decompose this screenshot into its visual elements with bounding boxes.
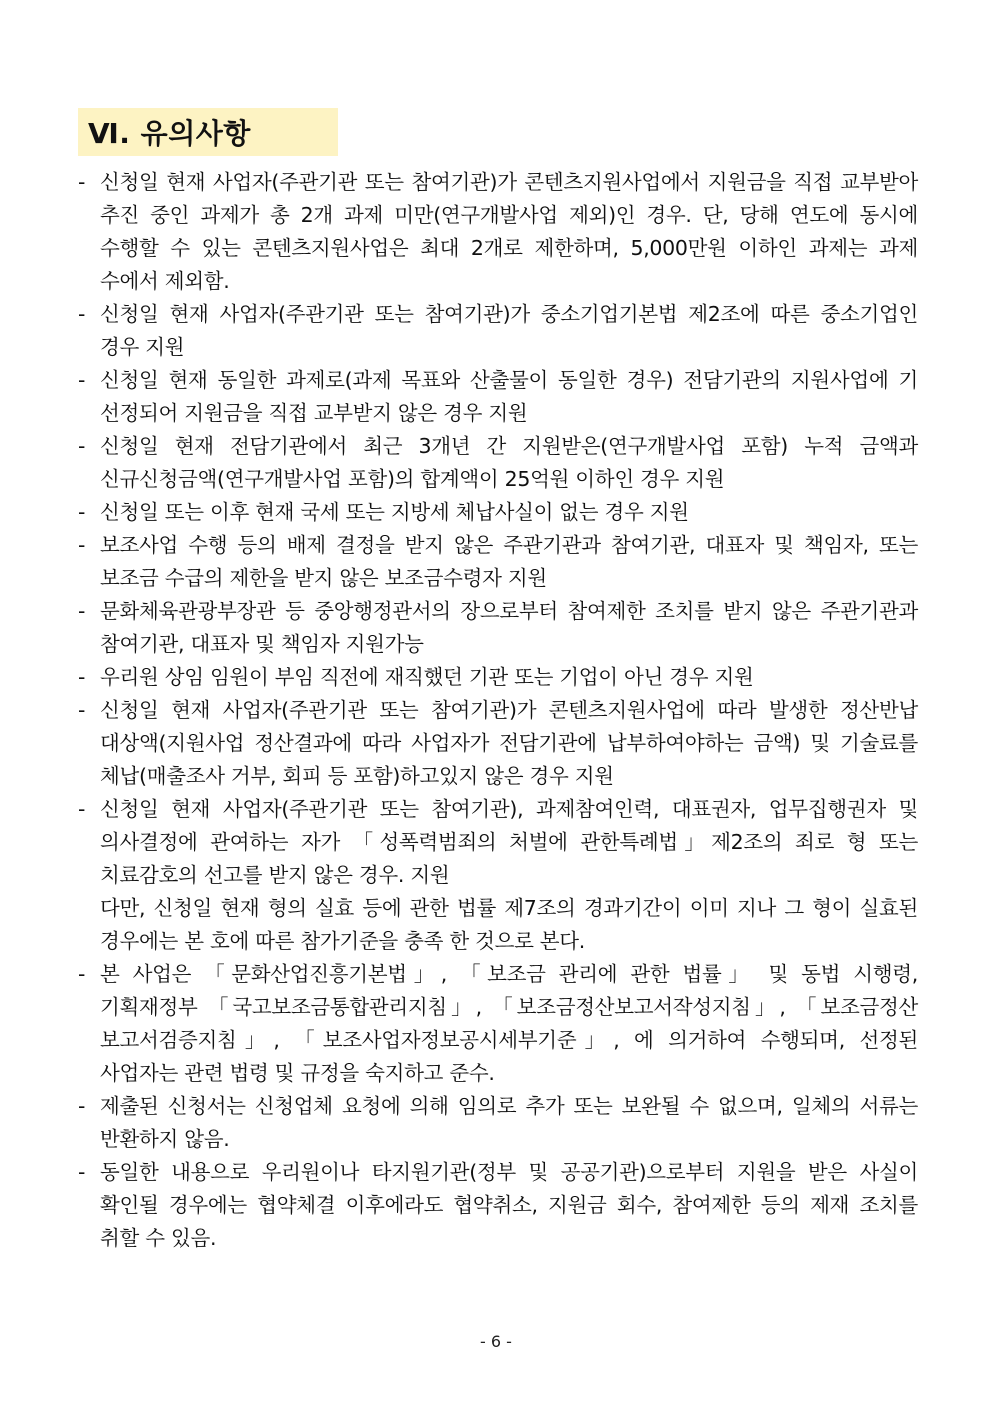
list-item — [78, 661, 918, 694]
bullet-dash: - — [78, 302, 86, 326]
list-item — [78, 595, 918, 661]
item-text: 우리원 상임 임원이 부임 직전에 재직했던 기관 또는 기업이 아닌 경우 지원 — [100, 665, 754, 689]
list-item — [78, 298, 918, 364]
list-item — [78, 166, 918, 298]
item-text: 신청일 현재 동일한 과제로(과제 목표와 산출물이 동일한 경우) 전담기관의 지원사업에 기 선정되어 지원금을 직접 교부받지 않은 경우 지원 — [100, 368, 918, 425]
bullet-dash: - — [78, 599, 86, 623]
bullet-dash: - — [78, 698, 86, 722]
item-text: 신청일 현재 전담기관에서 최근 3개년 간 지원받은(연구개발사업 포함) 누적 금액과 신규신청금액(연구개발사업 포함)의 합계액이 25억원 이하인 경우 지원 — [100, 434, 918, 491]
item-text: 문화체육관광부장관 등 중앙행정관서의 장으로부터 참여제한 조치를 받지 않은 주관기관과 참여기관, 대표자 및 책임자 지원가능 — [100, 599, 918, 656]
bullet-dash: - — [78, 170, 86, 194]
bullet-dash: - — [78, 1160, 86, 1184]
item-text: 신청일 또는 이후 현재 국세 또는 지방세 체납사실이 없는 경우 지원 — [100, 500, 689, 524]
list-item — [78, 694, 918, 793]
bullet-dash: - — [78, 665, 86, 689]
list-item — [78, 1156, 918, 1255]
bullet-dash: - — [78, 533, 86, 557]
list-item — [78, 958, 918, 1090]
bullet-dash: - — [78, 1094, 86, 1118]
section-title: Ⅵ. 유의사항 — [78, 108, 338, 156]
list-item — [78, 529, 918, 595]
item-text: 신청일 현재 사업자(주관기관 또는 참여기관)가 콘텐츠지원사업에 따라 발생한 정산반납 대상액(지원사업 정산결과에 따라 사업자가 전담기관에 납부하여야하는 금액) 및 기술료를 체납(매출조사 거부, 회피 등 포함)하고있지 않은 경우 지원 — [100, 698, 918, 788]
bullet-dash: - — [78, 434, 86, 458]
item-text: 동일한 내용으로 우리원이나 타지원기관(정부 및 공공기관)으로부터 지원을 받은 사실이 확인될 경우에는 협약체결 이후에라도 협약취소, 지원금 회수, 참여제한 등의 제재 조치를 취할 수 있음. — [100, 1160, 918, 1250]
item-text: 본 사업은 「문화산업진흥기본법」, 「보조금 관리에 관한 법률」 및 동법 시행령, 기획재정부 「국고보조금통합관리지침」, 「보조금정산보고서작성지침」, 「보조금정산 보고서검증지침」, 「보조사업자정보공시세부기준」, 에 의거하여 수행되며, 선정된 사업자는 관련 법령 및 규정을 숙지하고 준수. — [100, 962, 918, 1085]
item-text: 신청일 현재 사업자(주관기관 또는 참여기관), 과제참여인력, 대표권자, 업무집행권자 및 의사결정에 관여하는 자가 「성폭력범죄의 처벌에 관한특례법」제2조의 죄로 형 또는 치료감호의 선고를 받지 않은 경우. 지원 — [100, 797, 918, 887]
notice-list — [78, 166, 918, 1255]
item-text: 제출된 신청서는 신청업체 요청에 의해 임의로 추가 또는 보완될 수 없으며, 일체의 서류는 반환하지 않음. — [100, 1094, 918, 1151]
item-text: 보조사업 수행 등의 배제 결정을 받지 않은 주관기관과 참여기관, 대표자 및 책임자, 또는 보조금 수급의 제한을 받지 않은 보조금수령자 지원 — [100, 533, 918, 590]
list-item — [78, 364, 918, 430]
bullet-dash: - — [78, 962, 86, 986]
bullet-dash: - — [78, 368, 86, 392]
list-item — [78, 1090, 918, 1156]
list-item — [78, 793, 918, 958]
bullet-dash: - — [78, 500, 86, 524]
item-text: 신청일 현재 사업자(주관기관 또는 참여기관)가 콘텐츠지원사업에서 지원금을 직접 교부받아 추진 중인 과제가 총 2개 과제 미만(연구개발사업 제외)인 경우. 단, 당해 연도에 동시에 수행할 수 있는 콘텐츠지원사업은 최대 2개로 제한하며, 5,000만원 이하인 과제는 과제 수에서 제외함. — [100, 170, 918, 293]
page-number: - 6 - — [480, 1332, 512, 1351]
item-text: 신청일 현재 사업자(주관기관 또는 참여기관)가 중소기업기본법 제2조에 따른 중소기업인 경우 지원 — [100, 302, 918, 359]
bullet-dash: - — [78, 797, 86, 821]
item-note: 다만, 신청일 현재 형의 실효 등에 관한 법률 제7조의 경과기간이 이미 지나 그 형이 실효된 경우에는 본 호에 따른 참가기준을 충족 한 것으로 본다. — [100, 896, 918, 953]
list-item — [78, 496, 918, 529]
list-item — [78, 430, 918, 496]
